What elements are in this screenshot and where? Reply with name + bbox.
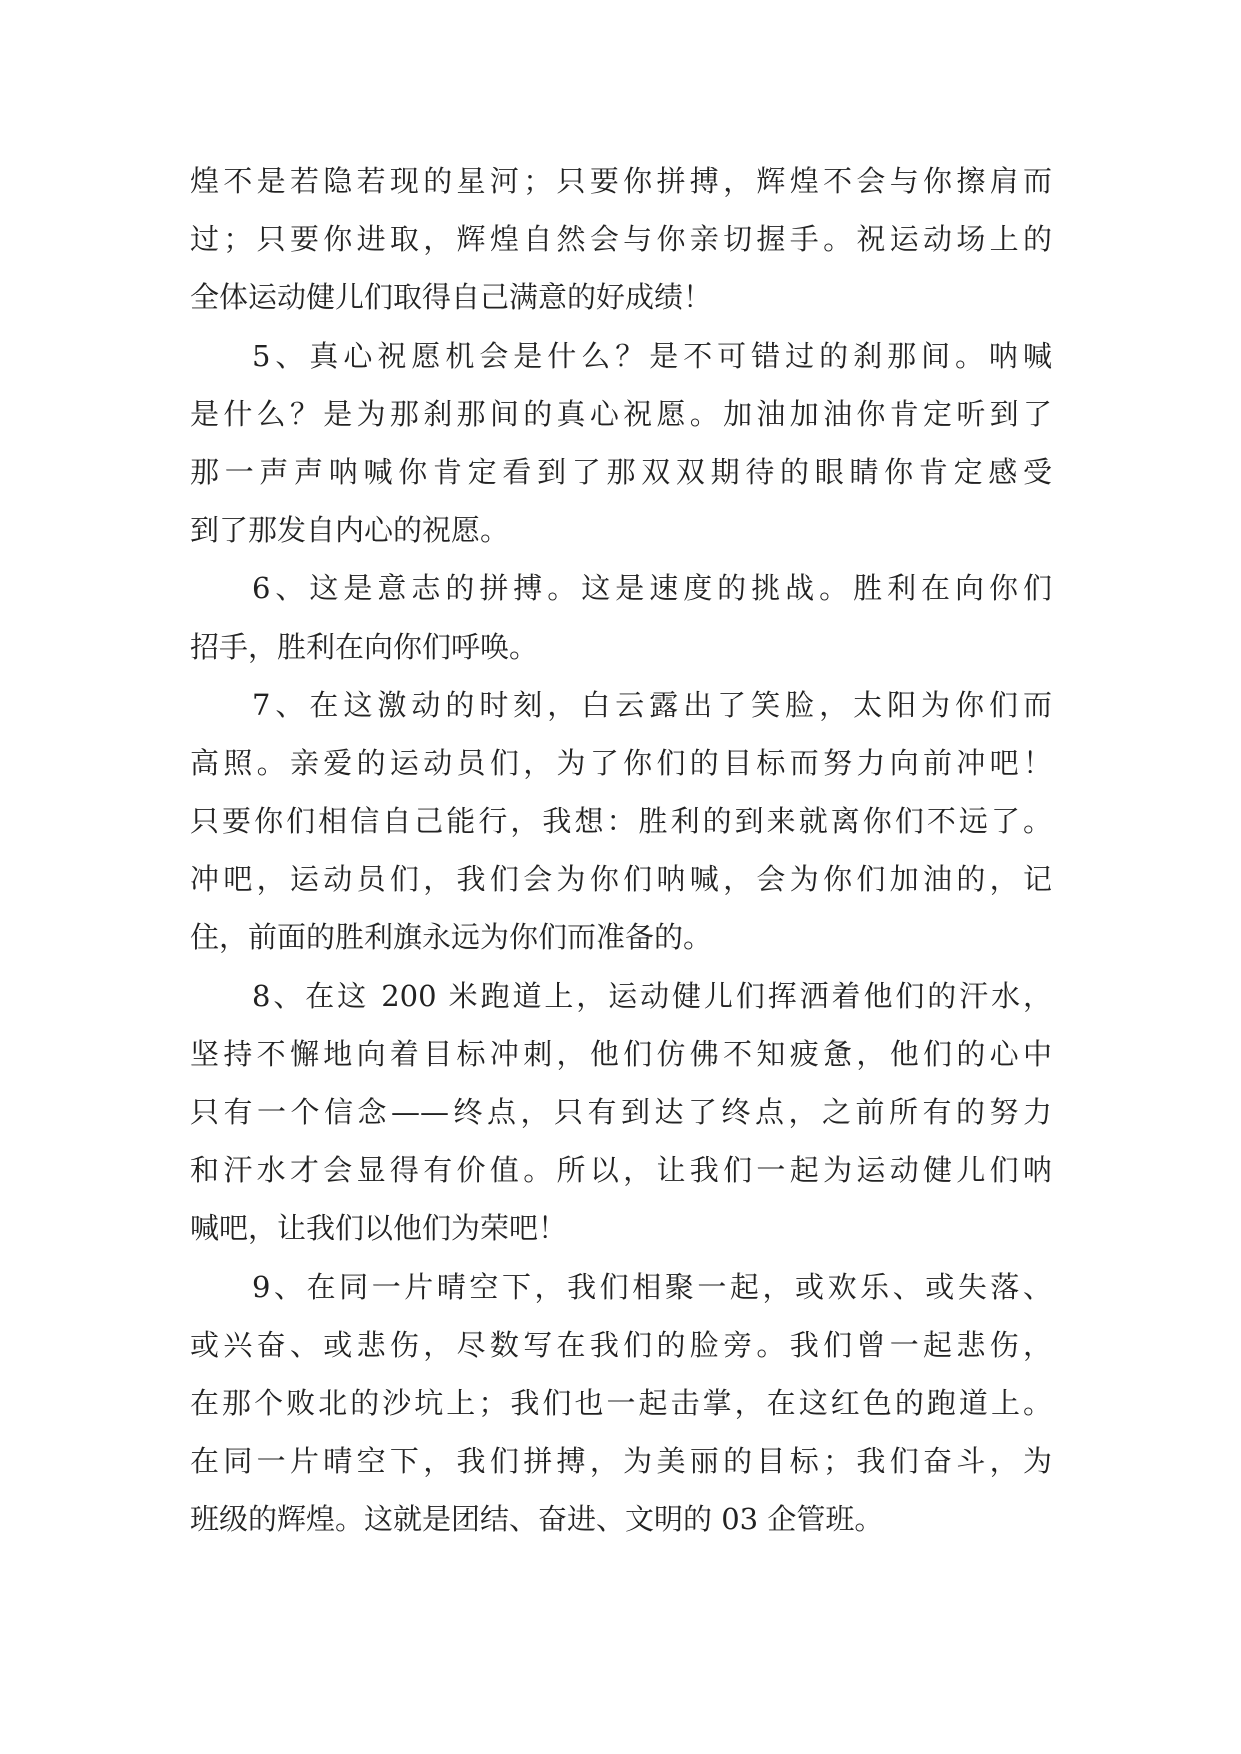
paragraph-6: [190, 559, 1052, 675]
text-line: 9、在同一片晴空下，我们相聚一起，或欢乐、或失落、: [252, 1269, 1052, 1304]
text-line: 8、在这 200 米跑道上，运动健儿们挥洒着他们的汗水，: [252, 978, 1052, 1013]
paragraph-7: [190, 676, 1052, 967]
text-line: 5、真心祝愿机会是什么？是不可错过的刹那间。呐喊: [252, 338, 1052, 373]
text-line: 班级的辉煌。这就是团结、奋进、文明的 03 企管班。: [190, 1502, 884, 1537]
text-line: 到了那发自内心的祝愿。: [190, 513, 510, 548]
text-line: 和汗水才会显得有价值。所以，让我们一起为运动健儿们呐: [190, 1153, 1052, 1188]
paragraph-4-continued: [190, 152, 1052, 327]
text-line: 煌不是若隐若现的星河；只要你拼搏，辉煌不会与你擦肩而: [190, 164, 1052, 198]
text-line: 招手，胜利在向你们呼唤。: [190, 629, 539, 664]
text-line: 是什么？是为那刹那间的真心祝愿。加油加油你肯定听到了: [190, 396, 1052, 431]
text-line: 或兴奋、或悲伤，尽数写在我们的脸旁。我们曾一起悲伤，: [190, 1327, 1052, 1362]
text-line: 在同一片晴空下，我们拼搏，为美丽的目标；我们奋斗，为: [190, 1444, 1052, 1479]
text-line: 过；只要你进取，辉煌自然会与你亲切握手。祝运动场上的: [190, 222, 1052, 257]
text-line: 全体运动健儿们取得自己满意的好成绩！: [190, 280, 713, 315]
text-line: 坚持不懈地向着目标冲刺，他们仿佛不知疲惫，他们的心中: [190, 1036, 1052, 1071]
text-line: 住，前面的胜利旗永远为你们而准备的。: [190, 920, 713, 955]
text-line: 只有一个信念——终点，只有到达了终点，之前所有的努力: [190, 1095, 1052, 1129]
paragraph-8: [190, 967, 1052, 1258]
paragraph-9: [190, 1258, 1052, 1549]
text-line: 在那个败北的沙坑上；我们也一起击掌，在这红色的跑道上。: [190, 1385, 1052, 1420]
text-line: 7、在这激动的时刻，白云露出了笑脸，太阳为你们而: [252, 687, 1052, 722]
text-line: 喊吧，让我们以他们为荣吧！: [190, 1211, 568, 1246]
text-line: 只要你们相信自己能行，我想：胜利的到来就离你们不远了。: [190, 804, 1052, 839]
text-line: 6、这是意志的拼搏。这是速度的挑战。胜利在向你们: [252, 571, 1052, 606]
document-body: [190, 152, 1052, 1549]
text-line: 冲吧，运动员们，我们会为你们呐喊，会为你们加油的，记: [190, 862, 1052, 897]
text-line: 高照。亲爱的运动员们，为了你们的目标而努力向前冲吧！: [190, 745, 1052, 780]
paragraph-5: [190, 327, 1052, 560]
text-line: 那一声声呐喊你肯定看到了那双双期待的眼睛你肯定感受: [190, 454, 1052, 489]
